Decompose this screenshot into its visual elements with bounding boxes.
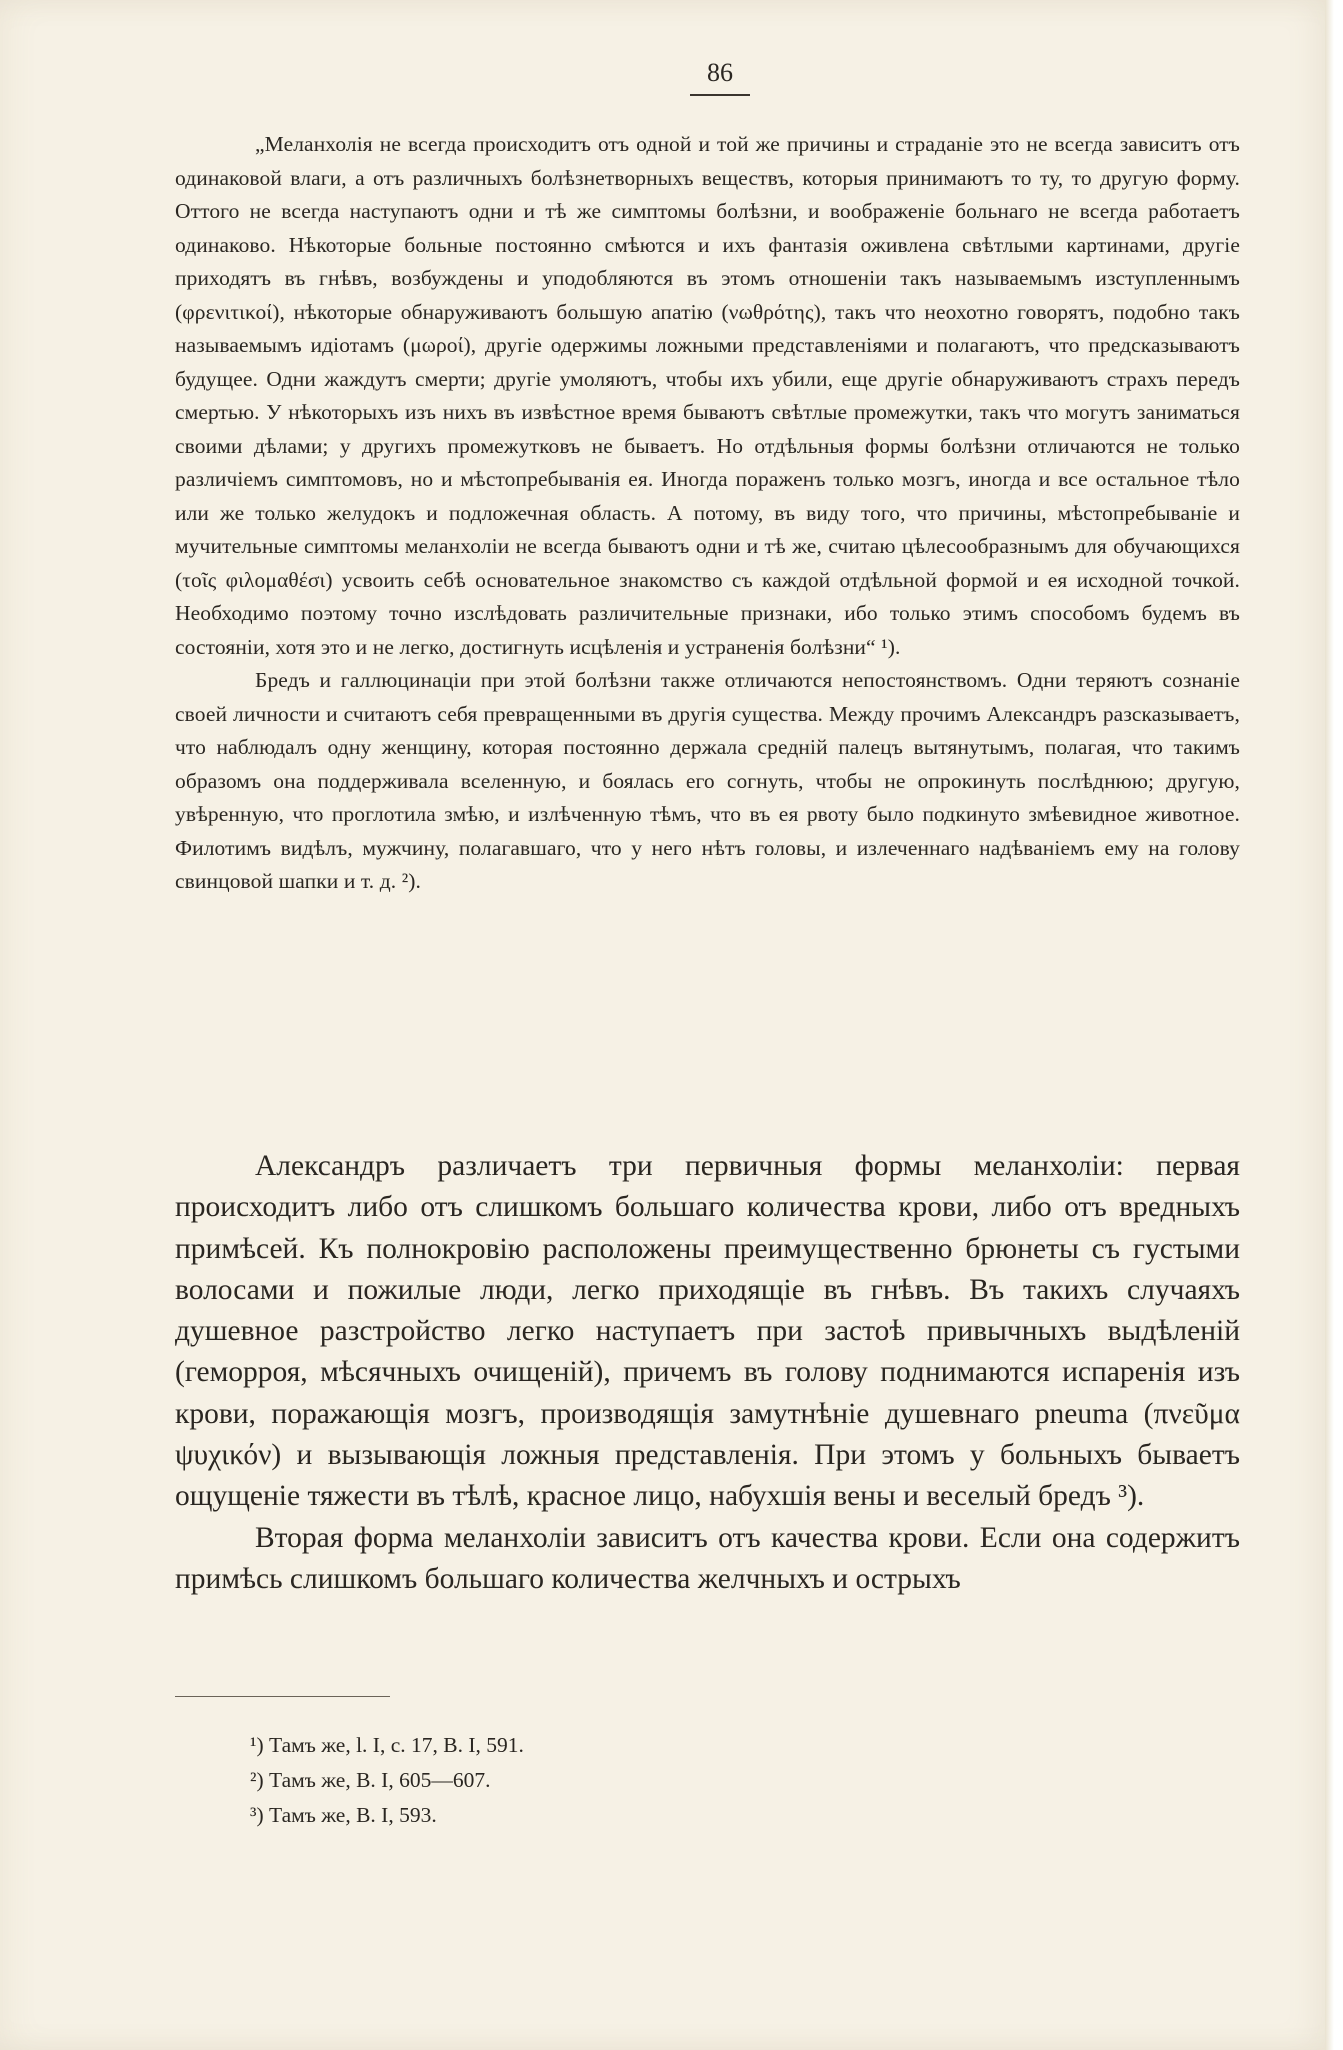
main-section <box>175 1146 1240 1600</box>
footnote-3: ³) Тамъ же, B. I, 593. <box>250 1803 437 1827</box>
quotation-section <box>175 128 1240 899</box>
page-number: 86 <box>707 58 733 87</box>
paragraph-three-forms: Александръ различаетъ три первичныя формы меланхоліи: первая происходитъ либо отъ слишкомъ большаго количества крови, либо отъ вредныхъ примѣсей. Къ полнокровію расположены преимущественно брюнеты съ густыми волосами и пожилые люди, легко приходящіе въ гнѣвъ. Въ такихъ случаяхъ душевное разстройство легко наступаетъ при застоѣ привычныхъ выдѣленій (геморроя, мѣсячныхъ очищеній), причемъ въ голову поднимаются испаренія изъ крови, поражающія мозгъ, производящія замутнѣніе душевнаго pneuma (πνεῦμα ψυχικόν) и вызывающія ложныя представленія. При этомъ у больныхъ бываетъ ощущеніе тяжести въ тѣлѣ, красное лицо, набухшія вены и веселый бредъ ³). <box>175 1150 1240 1513</box>
paragraph-quotation: „Меланхолія не всегда происходитъ отъ одной и той же причины и страданіе это не всегда зависитъ отъ одинаковой влаги, а отъ различныхъ болѣзнетворныхъ веществъ, которыя принимаютъ то ту, то другую форму. Оттого не всегда наступаютъ одни и тѣ же симптомы болѣзни, и воображеніе больнаго не всегда работаетъ одинаково. Нѣкоторые больные постоянно смѣются и ихъ фантазія оживлена свѣтлыми картинами, другіе приходятъ въ гнѣвъ, возбуждены и уподобляются въ этомъ отношеніи такъ называемымъ изступленнымъ (φρενιτικοί), нѣкоторые обнаруживаютъ большую апатію (νωθρότης), такъ что неохотно говорятъ, подобно такъ называемымъ идіотамъ (μωροί), другіе одержимы ложными представленіями и полагаютъ, что предсказываютъ будущее. Одни жаждутъ смерти; другіе умоляютъ, чтобы ихъ убили, еще другіе обнаруживаютъ страхъ передъ смертью. У нѣкоторыхъ изъ нихъ въ извѣстное время бываютъ свѣтлые промежутки, такъ что могутъ заниматься своими дѣлами; у другихъ промежутковъ не бываетъ. Но отдѣльныя формы болѣзни отличаются не только различіемъ симптомовъ, но и мѣстопребыванія ея. Иногда пораженъ только мозгъ, иногда и все остальное тѣло или же только желудокъ и подложечная область. А потому, въ виду того, что причины, мѣстопребываніе и мучительные симптомы меланхоліи не всегда бываютъ одни и тѣ же, считаю цѣлесообразнымъ для обучающихся (τοῖς φιλομαθέσι) усвоить себѣ основательное знакомство съ каждой отдѣльной формой и ея исходной точкой. Необходимо поэтому точно изслѣдовать различительные признаки, ибо только этимъ способомъ будемъ въ состояніи, хотя это и не легко, достигнуть исцѣленія и устраненія болѣзни“ ¹). <box>175 132 1240 659</box>
paragraph-second-form: Вторая форма меланхоліи зависитъ отъ качества крови. Если она содержитъ примѣсь слишкомъ большаго количества желчныхъ и острыхъ <box>175 1521 1240 1595</box>
footnote-2: ²) Тамъ же, B. I, 605—607. <box>250 1768 491 1792</box>
footnote-separator <box>175 1696 390 1697</box>
footnote-1: ¹) Тамъ же, l. I, c. 17, B. I, 591. <box>250 1733 524 1757</box>
footnotes <box>250 1728 524 1833</box>
page-edge <box>1325 0 1334 2050</box>
page-number-underline <box>690 94 750 96</box>
paragraph-delusions: Бредъ и галлюцинаціи при этой болѣзни также отличаются непостоянствомъ. Одни теряютъ сознаніе своей личности и считаютъ себя превращенными въ другія существа. Между прочимъ Александръ разсказываетъ, что наблюдалъ одну женщину, которая постоянно держала средній палецъ вытянутымъ, полагая, что такимъ образомъ она поддерживала вселенную, и боялась его согнуть, чтобы не опрокинуть послѣднюю; другую, увѣренную, что проглотила змѣю, и излѣченную тѣмъ, что въ ея рвоту было подкинуто змѣевидное животное. Филотимъ видѣлъ, мужчину, полагавшаго, что у него нѣтъ головы, и излеченнаго надѣваніемъ ему на голову свинцовой шапки и т. д. ²). <box>175 668 1240 893</box>
